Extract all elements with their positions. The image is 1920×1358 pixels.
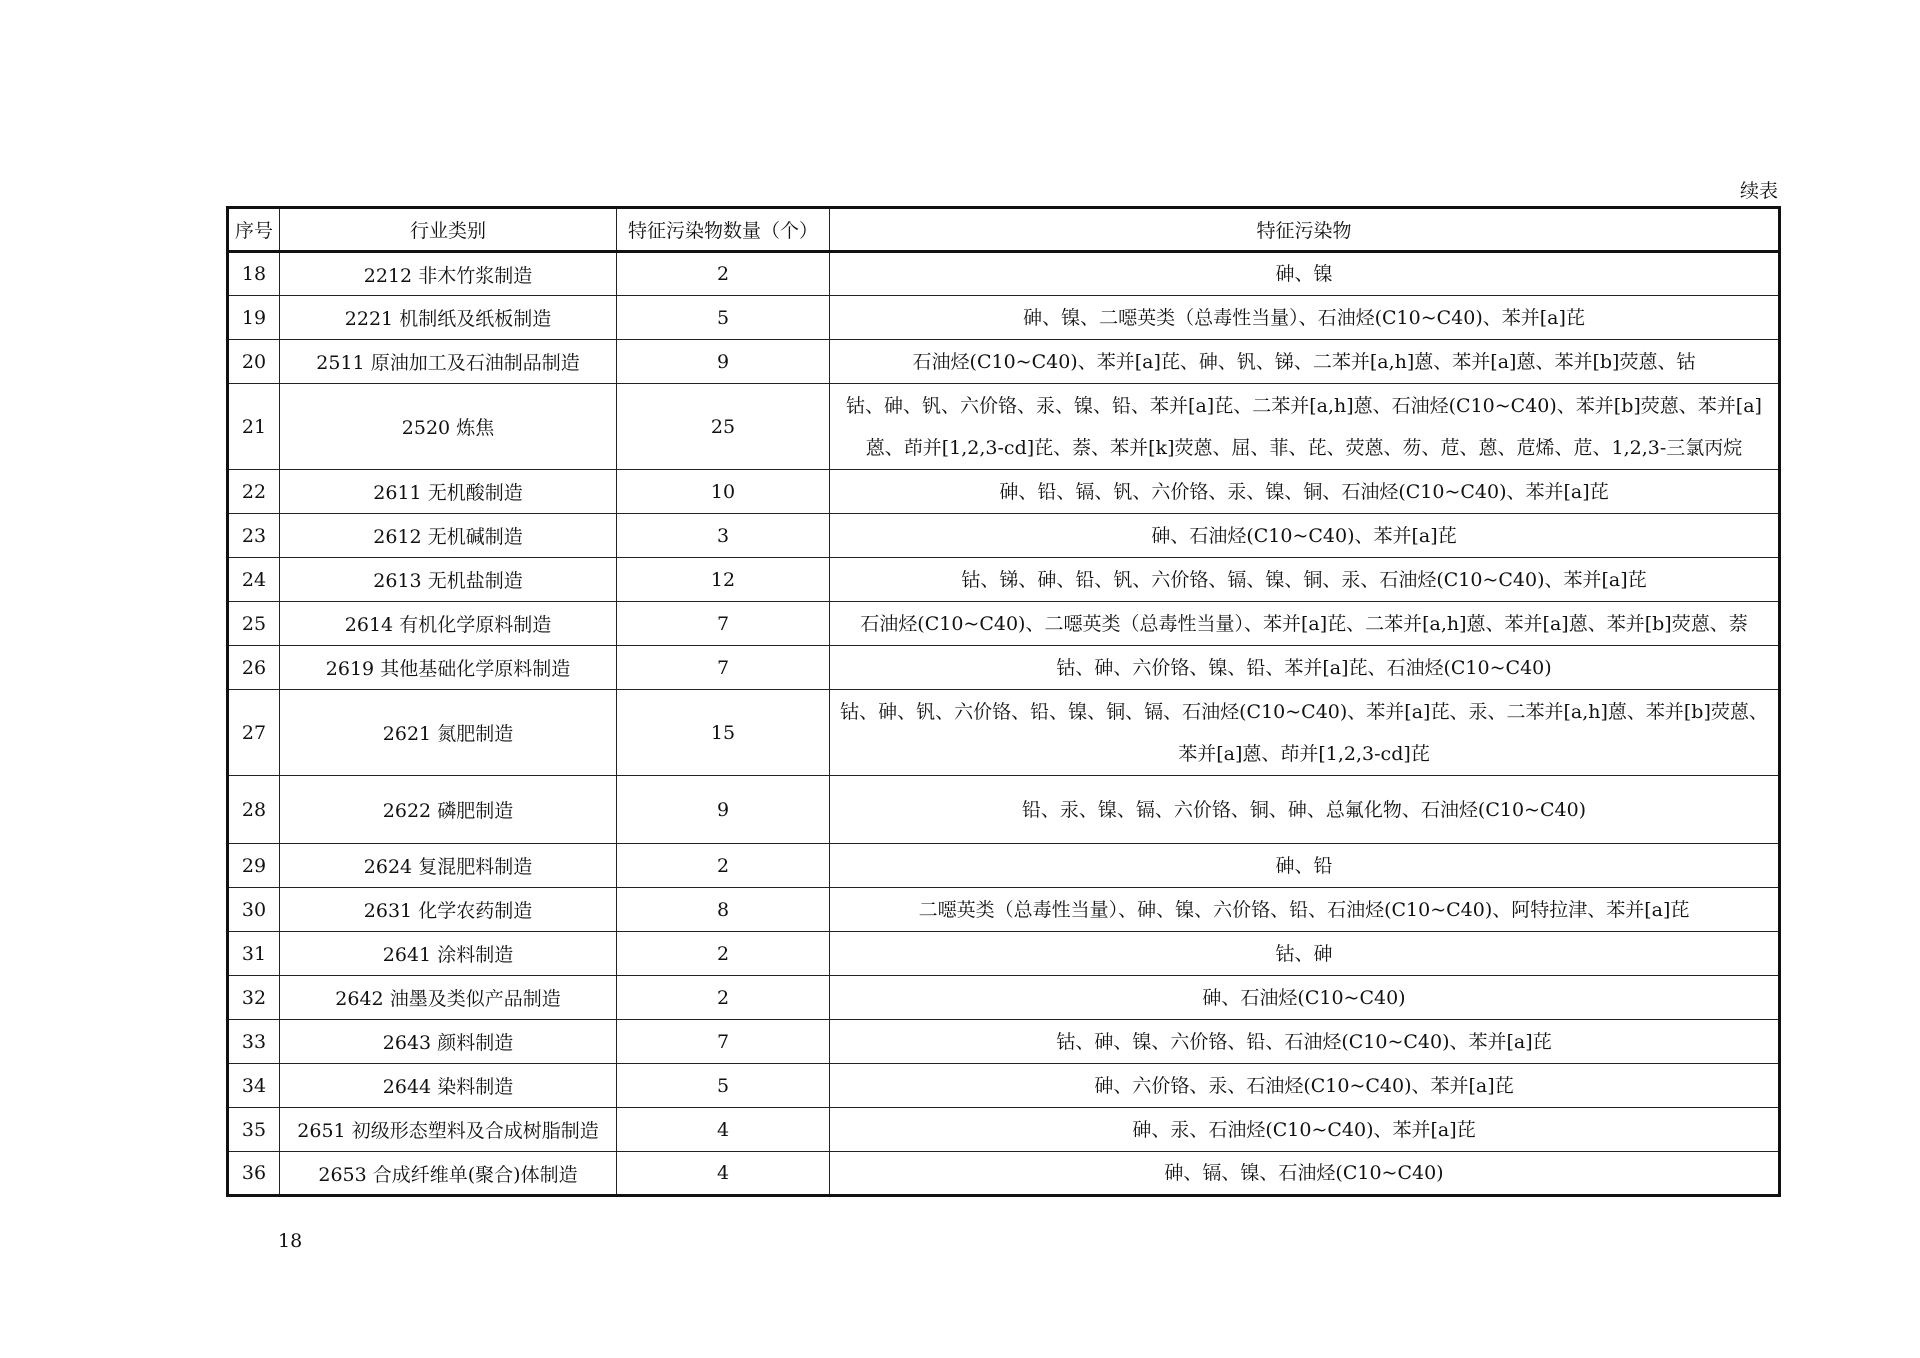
row-industry: 2614 有机化学原料制造	[280, 602, 617, 646]
row-count: 5	[617, 296, 830, 340]
row-count: 5	[617, 1064, 830, 1108]
row-count: 2	[617, 252, 830, 296]
row-industry: 2221 机制纸及纸板制造	[280, 296, 617, 340]
row-pollutants: 铅、汞、镍、镉、六价铬、铜、砷、总氟化物、石油烃(C10~C40)	[830, 776, 1780, 844]
row-pollutants: 钴、砷、钒、六价铬、铅、镍、铜、镉、石油烃(C10~C40)、苯并[a]芘、汞、二苯并[a,h]蒽、苯并[b]荧蒽、苯并[a]蒽、茚并[1,2,3-cd]芘	[830, 690, 1780, 776]
row-count: 2	[617, 844, 830, 888]
row-pollutants: 砷、镍	[830, 252, 1780, 296]
row-no: 29	[228, 844, 280, 888]
row-industry: 2622 磷肥制造	[280, 776, 617, 844]
table-row	[228, 932, 1780, 976]
row-industry: 2611 无机酸制造	[280, 470, 617, 514]
header-count: 特征污染物数量（个）	[617, 208, 830, 252]
row-pollutants: 钴、砷、六价铬、镍、铅、苯并[a]芘、石油烃(C10~C40)	[830, 646, 1780, 690]
row-no: 25	[228, 602, 280, 646]
row-count: 4	[617, 1152, 830, 1196]
row-no: 20	[228, 340, 280, 384]
row-pollutants: 砷、铅、镉、钒、六价铬、汞、镍、铜、石油烃(C10~C40)、苯并[a]芘	[830, 470, 1780, 514]
row-count: 9	[617, 776, 830, 844]
page-number: 18	[278, 1230, 303, 1252]
row-pollutants: 钴、砷、钒、六价铬、汞、镍、铅、苯并[a]芘、二苯并[a,h]蒽、石油烃(C10~C40)、苯并[b]荧蒽、苯并[a]蒽、茚并[1,2,3-cd]芘、萘、苯并[k]荧蒽、屈、菲、芘、荧蒽、芴、苊、蒽、苊烯、苊、1,2,3-三氯丙烷	[830, 384, 1780, 470]
row-count: 12	[617, 558, 830, 602]
row-count: 2	[617, 932, 830, 976]
row-pollutants: 二噁英类（总毒性当量）、砷、镍、六价铬、铅、石油烃(C10~C40)、阿特拉津、苯并[a]芘	[830, 888, 1780, 932]
table-row	[228, 558, 1780, 602]
table-row	[228, 602, 1780, 646]
table-row	[228, 514, 1780, 558]
pollutant-table	[226, 206, 1781, 1197]
row-count: 7	[617, 602, 830, 646]
table-row	[228, 296, 1780, 340]
row-count: 15	[617, 690, 830, 776]
row-industry: 2651 初级形态塑料及合成树脂制造	[280, 1108, 617, 1152]
row-no: 35	[228, 1108, 280, 1152]
table-row	[228, 888, 1780, 932]
row-industry: 2613 无机盐制造	[280, 558, 617, 602]
row-no: 32	[228, 976, 280, 1020]
table-row	[228, 690, 1780, 776]
row-no: 18	[228, 252, 280, 296]
header-no: 序号	[228, 208, 280, 252]
row-no: 21	[228, 384, 280, 470]
table-row	[228, 1152, 1780, 1196]
row-pollutants: 石油烃(C10~C40)、苯并[a]芘、砷、钒、锑、二苯并[a,h]蒽、苯并[a]蒽、苯并[b]荧蒽、钴	[830, 340, 1780, 384]
row-pollutants: 砷、石油烃(C10~C40)、苯并[a]芘	[830, 514, 1780, 558]
row-industry: 2212 非木竹浆制造	[280, 252, 617, 296]
row-no: 34	[228, 1064, 280, 1108]
row-no: 33	[228, 1020, 280, 1064]
row-industry: 2641 涂料制造	[280, 932, 617, 976]
row-count: 7	[617, 646, 830, 690]
table-row	[228, 844, 1780, 888]
row-pollutants: 砷、镍、二噁英类（总毒性当量）、石油烃(C10~C40)、苯并[a]芘	[830, 296, 1780, 340]
row-count: 7	[617, 1020, 830, 1064]
table-row	[228, 340, 1780, 384]
row-no: 27	[228, 690, 280, 776]
row-no: 23	[228, 514, 280, 558]
row-no: 26	[228, 646, 280, 690]
row-pollutants: 砷、石油烃(C10~C40)	[830, 976, 1780, 1020]
row-no: 28	[228, 776, 280, 844]
row-industry: 2643 颜料制造	[280, 1020, 617, 1064]
row-count: 2	[617, 976, 830, 1020]
row-industry: 2631 化学农药制造	[280, 888, 617, 932]
table-row	[228, 1064, 1780, 1108]
table-row	[228, 384, 1780, 470]
row-pollutants: 砷、铅	[830, 844, 1780, 888]
row-count: 10	[617, 470, 830, 514]
row-count: 25	[617, 384, 830, 470]
row-no: 19	[228, 296, 280, 340]
table-header-row	[228, 208, 1780, 252]
row-industry: 2644 染料制造	[280, 1064, 617, 1108]
row-industry: 2612 无机碱制造	[280, 514, 617, 558]
table-row	[228, 470, 1780, 514]
table-row	[228, 252, 1780, 296]
row-industry: 2511 原油加工及石油制品制造	[280, 340, 617, 384]
row-no: 31	[228, 932, 280, 976]
row-no: 36	[228, 1152, 280, 1196]
row-no: 30	[228, 888, 280, 932]
row-no: 22	[228, 470, 280, 514]
row-count: 8	[617, 888, 830, 932]
row-pollutants: 砷、汞、石油烃(C10~C40)、苯并[a]芘	[830, 1108, 1780, 1152]
row-pollutants: 钴、锑、砷、铅、钒、六价铬、镉、镍、铜、汞、石油烃(C10~C40)、苯并[a]芘	[830, 558, 1780, 602]
row-industry: 2520 炼焦	[280, 384, 617, 470]
row-no: 24	[228, 558, 280, 602]
row-industry: 2624 复混肥料制造	[280, 844, 617, 888]
header-industry: 行业类别	[280, 208, 617, 252]
row-pollutants: 石油烃(C10~C40)、二噁英类（总毒性当量）、苯并[a]芘、二苯并[a,h]蒽、苯并[a]蒽、苯并[b]荧蒽、萘	[830, 602, 1780, 646]
row-industry: 2642 油墨及类似产品制造	[280, 976, 617, 1020]
row-pollutants: 钴、砷	[830, 932, 1780, 976]
row-count: 9	[617, 340, 830, 384]
row-industry: 2653 合成纤维单(聚合)体制造	[280, 1152, 617, 1196]
row-pollutants: 砷、六价铬、汞、石油烃(C10~C40)、苯并[a]芘	[830, 1064, 1780, 1108]
table-row	[228, 976, 1780, 1020]
row-industry: 2619 其他基础化学原料制造	[280, 646, 617, 690]
table-row	[228, 646, 1780, 690]
continued-label: 续表	[1739, 180, 1778, 202]
header-pollutants: 特征污染物	[830, 208, 1780, 252]
table-row	[228, 1108, 1780, 1152]
row-pollutants: 砷、镉、镍、石油烃(C10~C40)	[830, 1152, 1780, 1196]
table-row	[228, 1020, 1780, 1064]
row-pollutants: 钴、砷、镍、六价铬、铅、石油烃(C10~C40)、苯并[a]芘	[830, 1020, 1780, 1064]
row-count: 4	[617, 1108, 830, 1152]
table-row	[228, 776, 1780, 844]
row-industry: 2621 氮肥制造	[280, 690, 617, 776]
row-count: 3	[617, 514, 830, 558]
